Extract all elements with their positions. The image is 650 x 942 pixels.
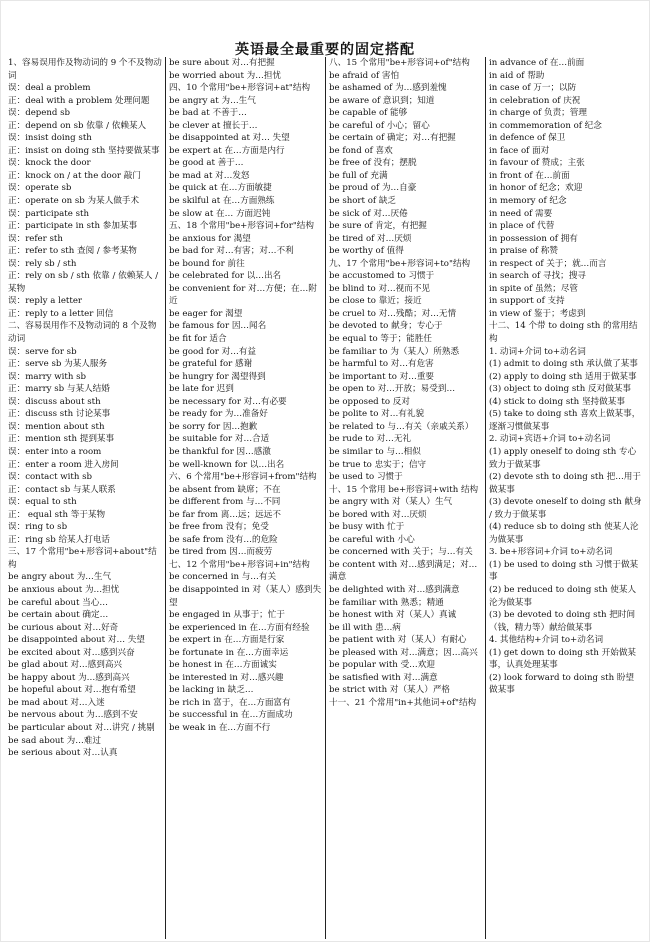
text-line: be rich in 富于，在…方面富有 — [169, 697, 291, 708]
text-line: be used to 习惯于 — [329, 472, 403, 483]
text-line: 八、15 个常用"be+形容词+of"结构 — [329, 58, 470, 68]
text-line: in celebration of 庆祝 — [489, 95, 581, 106]
text-line: be similar to 与…相似 — [329, 446, 421, 457]
text-line: (2) devote sth to doing sth 把…用于做某事 — [489, 472, 641, 495]
text-line: 正：marry sb 与某人结婚 — [8, 384, 110, 395]
text-line: be concerned in 与…有关 — [169, 572, 277, 583]
content-columns — [5, 57, 647, 939]
text-line: be bad for 对…有害；对…不利 — [169, 246, 294, 257]
text-line: 十二、14 个带 to doing sth 的常用结构 — [489, 321, 638, 345]
text-line: be blind to 对…视而不见 — [329, 283, 431, 294]
text-line: 误：refer sth — [8, 233, 63, 244]
text-line: be experienced in 在…方面有经验 — [169, 622, 310, 633]
text-line: be angry about 为…生气 — [8, 572, 112, 583]
text-line: 正：knock on / at the door 敲门 — [8, 170, 141, 181]
text-line: 正：reply to a letter 回信 — [8, 308, 114, 319]
text-line: (1) apply oneself to doing sth 专心致力于做某事 — [489, 446, 637, 470]
text-line: (3) devote oneself to doing sth 献身 / 致力于做某事 — [489, 497, 642, 520]
text-line: be accustomed to 习惯于 — [329, 271, 435, 282]
page-title: 英语最全最重要的固定搭配 — [235, 42, 415, 58]
text-line: be lacking in 缺乏… — [169, 685, 254, 696]
text-line: in aid of 帮助 — [489, 70, 545, 81]
text-line: be slow at 在… 方面迟钝 — [169, 208, 271, 219]
text-line: be fond of 喜欢 — [329, 145, 393, 156]
text-line: in memory of 纪念 — [489, 196, 567, 207]
text-line: 正：participate in sth 参加某事 — [8, 221, 138, 232]
text-line: be glad about 对…感到高兴 — [8, 660, 123, 671]
text-line: be sad about 为…难过 — [8, 735, 101, 746]
text-line: be close to 靠近；接近 — [329, 296, 422, 307]
text-line: be proud of 为…自豪 — [329, 183, 417, 194]
text-line: be certain about 确定… — [8, 610, 109, 621]
text-line: be happy about 为…感到高兴 — [8, 672, 130, 683]
text-line: 误：depend sb — [8, 108, 71, 119]
text-line: in praise of 称赞 — [489, 246, 558, 257]
text-line: (5) take to doing sth 喜欢上做某事，逐渐习惯做某事 — [489, 409, 641, 432]
text-line: 三、17 个常用"be+形容词+about"结构 — [8, 547, 157, 570]
text-line: 二、容易误用作不及物动词的 8 个及物动词 — [8, 321, 157, 345]
text-line: 正：enter a room 进入房间 — [8, 459, 119, 470]
text-line: 正：ring sb 给某人打电话 — [8, 534, 111, 545]
text-line: 误：rely sb / sth — [8, 258, 77, 269]
text-line: be busy with 忙于 — [329, 522, 405, 533]
text-line: be celebrated for 以…出名 — [169, 271, 282, 282]
text-line: in charge of 负责；管理 — [489, 108, 587, 119]
text-line: be honest in 在…方面诚实 — [169, 660, 277, 671]
text-line: be familiar with 熟悉；精通 — [329, 597, 444, 608]
text-line: be absent from 缺席；不在 — [169, 484, 281, 495]
text-line: be eager for 渴望 — [169, 308, 243, 319]
text-line: 正：refer to sth 查阅 / 参考某物 — [8, 246, 137, 257]
text-line: be free from 没有；免受 — [169, 522, 269, 533]
text-line: 误：insist doing sth — [8, 133, 92, 144]
text-line: in need of 需要 — [489, 208, 553, 219]
text-line: be true to 忠实于；信守 — [329, 459, 427, 470]
text-line: in search of 寻找；搜寻 — [489, 271, 586, 282]
text-line: in place of 代替 — [489, 221, 555, 232]
text-line: be good for 对…有益 — [169, 346, 256, 357]
text-line: in support of 支持 — [489, 296, 565, 307]
text-line: be careful of 小心；留心 — [329, 120, 430, 131]
text-line: be sick of 对…厌倦 — [329, 208, 408, 219]
text-line: be convenient for 对…方便；在…附近 — [169, 283, 317, 307]
text-line: be bound for 前往 — [169, 258, 245, 269]
text-line: 误：serve for sb — [8, 346, 77, 357]
text-line: be equal to 等于；能胜任 — [329, 334, 432, 345]
text-line: in possession of 拥有 — [489, 233, 578, 244]
text-line: be rude to 对…无礼 — [329, 434, 412, 445]
text-line: be thankful for 因…感激 — [169, 446, 271, 457]
text-line: 3. be+形容词+介词 to+动名词 — [489, 547, 613, 558]
text-line: 正：depend on sb 依靠 / 依赖某人 — [8, 120, 147, 131]
text-line: be angry with 对（某人）生气 — [329, 497, 453, 508]
text-line: be content with 对…感到满足；对…满意 — [329, 559, 478, 583]
text-line: in advance of 在…前面 — [489, 58, 585, 68]
text-line: 误：ring to sb — [8, 522, 68, 533]
text-line: be interested in 对…感兴趣 — [169, 672, 284, 683]
text-line: 正： equal sth 等于某物 — [8, 509, 106, 520]
text-line: 正：rely on sb / sth 依靠 / 依赖某人 / 某物 — [8, 271, 159, 294]
text-line: 误：equal to sth — [8, 497, 77, 508]
text-line: 正：mention sth 提到某事 — [8, 434, 115, 445]
text-line: be curious about 对…好奇 — [8, 622, 119, 633]
text-line: be worried about 为…担忧 — [169, 70, 282, 81]
text-line: be anxious about 为…担忧 — [8, 584, 120, 595]
text-line: be fit for 适合 — [169, 334, 227, 345]
text-line: 误：operate sb — [8, 183, 72, 194]
text-line: be certain of 确定；对…有把握 — [329, 133, 456, 144]
text-line: 正：operate on sb 为某人做手术 — [8, 196, 140, 207]
text-line: be expert in 在…方面是行家 — [169, 635, 285, 646]
text-line: be anxious for 渴望 — [169, 233, 251, 244]
text-line: be far from 离…远；远远不 — [169, 509, 281, 520]
text-line: in respect of 关于；就…而言 — [489, 258, 607, 269]
text-line: be different from 与…不同 — [169, 497, 281, 508]
text-line: 误：reply a letter — [8, 296, 83, 307]
text-line: be mad about 对…入迷 — [8, 697, 105, 708]
text-line: be famous for 因…闻名 — [169, 321, 267, 332]
text-line: be well-known for 以…出名 — [169, 459, 285, 470]
text-line: be hopeful about 对…抱有希望 — [8, 685, 136, 696]
text-line: 误：knock the door — [8, 158, 91, 169]
text-line: be worthy of 值得 — [329, 246, 404, 257]
text-line: be skilful at 在…方面熟练 — [169, 196, 275, 207]
text-line: 六、6 个常用"be+形容词+from"结构 — [169, 472, 317, 483]
text-line: be serious about 对…认真 — [8, 748, 118, 759]
text-line: be important to 对…重要 — [329, 371, 435, 382]
text-line: be sorry for 因…抱歉 — [169, 421, 258, 432]
column-4 — [485, 57, 645, 939]
text-line: be particular about 对…讲究 / 挑剔 — [8, 722, 155, 733]
text-line: be full of 充满 — [329, 170, 388, 181]
text-line: (1) be used to doing sth 习惯于做某事 — [489, 559, 639, 583]
text-line: 1. 动词+介词 to+动名词 — [489, 346, 586, 357]
text-line: in favour of 赞成；主张 — [489, 158, 585, 169]
text-line: be tired of 对…厌烦 — [329, 233, 412, 244]
text-line: be pleased with 对…满意；因…高兴 — [329, 647, 478, 658]
text-line: be bad at 不善于… — [169, 108, 247, 119]
text-line: 正：discuss sth 讨论某事 — [8, 409, 111, 420]
text-line: (2) look forward to doing sth 盼望做某事 — [489, 672, 635, 696]
text-line: 正：serve sb 为某人服务 — [8, 359, 108, 370]
text-line: be devoted to 献身；专心于 — [329, 321, 443, 332]
text-line: be nervous about 为…感到不安 — [8, 710, 138, 721]
text-line: 正：contact sb 与某人联系 — [8, 484, 116, 495]
text-line: 误：participate sth — [8, 208, 89, 219]
text-line: be engaged in 从事于；忙于 — [169, 610, 285, 621]
text-line: be ill with 患…病 — [329, 622, 401, 633]
text-line: (3) object to doing sth 反对做某事 — [489, 384, 631, 395]
text-line: be expert at 在…方面是内行 — [169, 145, 285, 156]
column-2 — [165, 57, 325, 939]
text-line: 四、10 个常用"be+形容词+at"结构 — [169, 83, 311, 94]
text-line: be concerned with 关于；与…有关 — [329, 547, 473, 558]
text-line: be careful about 当心… — [8, 597, 108, 608]
text-line: (1) get down to doing sth 开始做某事，认真处理某事 — [489, 647, 637, 671]
text-line: (2) apply to doing sth 适用于做某事 — [489, 371, 637, 382]
text-line: be weak in 在…方面不行 — [169, 722, 271, 733]
text-line: be familiar to 为（某人）所熟悉 — [329, 346, 460, 357]
text-line: be popular with 受…欢迎 — [329, 660, 435, 671]
text-line: be clever at 擅长于… — [169, 120, 258, 131]
text-line: be excited about 对…感到兴奋 — [8, 647, 135, 658]
text-line: in front of 在…前面 — [489, 170, 570, 181]
text-line: be careful with 小心 — [329, 534, 415, 545]
text-line: be capable of 能够 — [329, 108, 408, 119]
text-line: be sure of 肯定，有把握 — [329, 221, 427, 232]
text-line: be ready for 为…准备好 — [169, 409, 268, 420]
text-line: be bored with 对…厌烦 — [329, 509, 427, 520]
text-line: in commemoration of 纪念 — [489, 120, 602, 131]
text-line: 正：deal with a problem 处理问题 — [8, 95, 150, 106]
text-line: in honor of 纪念；欢迎 — [489, 183, 583, 194]
text-line: be polite to 对…有礼貌 — [329, 409, 425, 420]
text-line: be mad at 对…发怒 — [169, 170, 250, 181]
text-line: be ashamed of 为…感到羞愧 — [329, 83, 447, 94]
text-line: be late for 迟到 — [169, 384, 234, 395]
text-line: be strict with 对（某人）严格 — [329, 685, 451, 696]
text-line: 九、17 个常用"be+形容词+to"结构 — [329, 258, 471, 269]
text-line: in spite of 虽然；尽管 — [489, 283, 579, 294]
text-line: be tired from 因…而疲劳 — [169, 547, 273, 558]
text-line: 4. 其他结构+介词 to+动名词 — [489, 635, 604, 646]
text-line: in defence of 保卫 — [489, 133, 566, 144]
text-line: be honest with 对（某人）真诚 — [329, 610, 457, 621]
text-line: be aware of 意识到；知道 — [329, 95, 435, 106]
text-line: (3) be devoted to doing sth 把时间（钱，精力等）献给做某事 — [489, 610, 636, 633]
text-line: be angry at 为…生气 — [169, 95, 256, 106]
text-line: (4) stick to doing sth 坚持做某事 — [489, 396, 625, 407]
text-line: be disappointed in 对（某人）感到失望 — [169, 584, 322, 608]
text-line: 误：enter into a room — [8, 446, 102, 457]
text-line: (1) admit to doing sth 承认做了某事 — [489, 359, 638, 370]
text-line: be good at 善于… — [169, 158, 244, 169]
text-line: be quick at 在…方面敏捷 — [169, 183, 272, 194]
text-line: be hungry for 渴望得到 — [169, 371, 266, 382]
text-line: be safe from 没有…的危险 — [169, 534, 278, 545]
text-line: in case of 万一；以防 — [489, 83, 577, 94]
text-line: be sure about 对…有把握 — [169, 58, 275, 68]
text-line: 正：insist on doing sth 坚持要做某事 — [8, 145, 160, 156]
text-line: be disappointed about 对… 失望 — [8, 635, 145, 646]
text-line: 十一、21 个常用"in+其他词+of"结构 — [329, 697, 477, 708]
text-line: 误：marry with sb — [8, 371, 86, 382]
text-line: 1、容易误用作及物动词的 9 个不及物动词 — [8, 58, 162, 81]
text-line: be disappointed at 对… 失望 — [169, 133, 290, 144]
text-line: be opposed to 反对 — [329, 396, 410, 407]
text-line: be short of 缺乏 — [329, 196, 397, 207]
text-line: be open to 对…开放；易受到… — [329, 384, 456, 395]
text-line: 七、12 个常用"be+形容词+in"结构 — [169, 559, 310, 570]
text-line: in face of 面对 — [489, 145, 550, 156]
text-line: 误：discuss about sth — [8, 396, 101, 407]
text-line: be harmful to 对…有危害 — [329, 359, 434, 370]
text-line: be fortunate in 在…方面幸运 — [169, 647, 289, 658]
text-line: (2) be reduced to doing sth 使某人沦为做某事 — [489, 584, 637, 608]
text-line: be grateful for 感谢 — [169, 359, 253, 370]
text-line: be afraid of 害怕 — [329, 70, 400, 81]
text-line: be necessary for 对…有必要 — [169, 396, 287, 407]
text-line: 2. 动词+宾语+介词 to+动名词 — [489, 434, 611, 445]
column-3 — [325, 57, 485, 939]
text-line: 误：mention about sth — [8, 421, 105, 432]
text-line: 十、15 个常用 be+形容词+with 结构 — [329, 484, 479, 495]
text-line: be delighted with 对…感到满意 — [329, 584, 460, 595]
text-line: be related to 与…有关（亲戚关系） — [329, 421, 474, 432]
text-line: 误：contact with sb — [8, 472, 93, 483]
text-line: be suitable for 对…合适 — [169, 434, 270, 445]
text-line: be successful in 在…方面成功 — [169, 710, 293, 721]
text-line: 五、18 个常用"be+形容词+for"结构 — [169, 221, 314, 232]
text-line: be satisfied with 对…满意 — [329, 672, 438, 683]
text-line: 误：deal a problem — [8, 83, 91, 94]
text-line: be free of 没有；摆脱 — [329, 158, 417, 169]
text-line: in view of 鉴于；考虑到 — [489, 308, 586, 319]
text-line: (4) reduce sb to doing sth 使某人沦为做某事 — [489, 522, 639, 545]
text-line: be cruel to 对…残酷；对…无情 — [329, 308, 457, 319]
text-line: be patient with 对（某人）有耐心 — [329, 635, 467, 646]
column-1 — [5, 57, 165, 939]
